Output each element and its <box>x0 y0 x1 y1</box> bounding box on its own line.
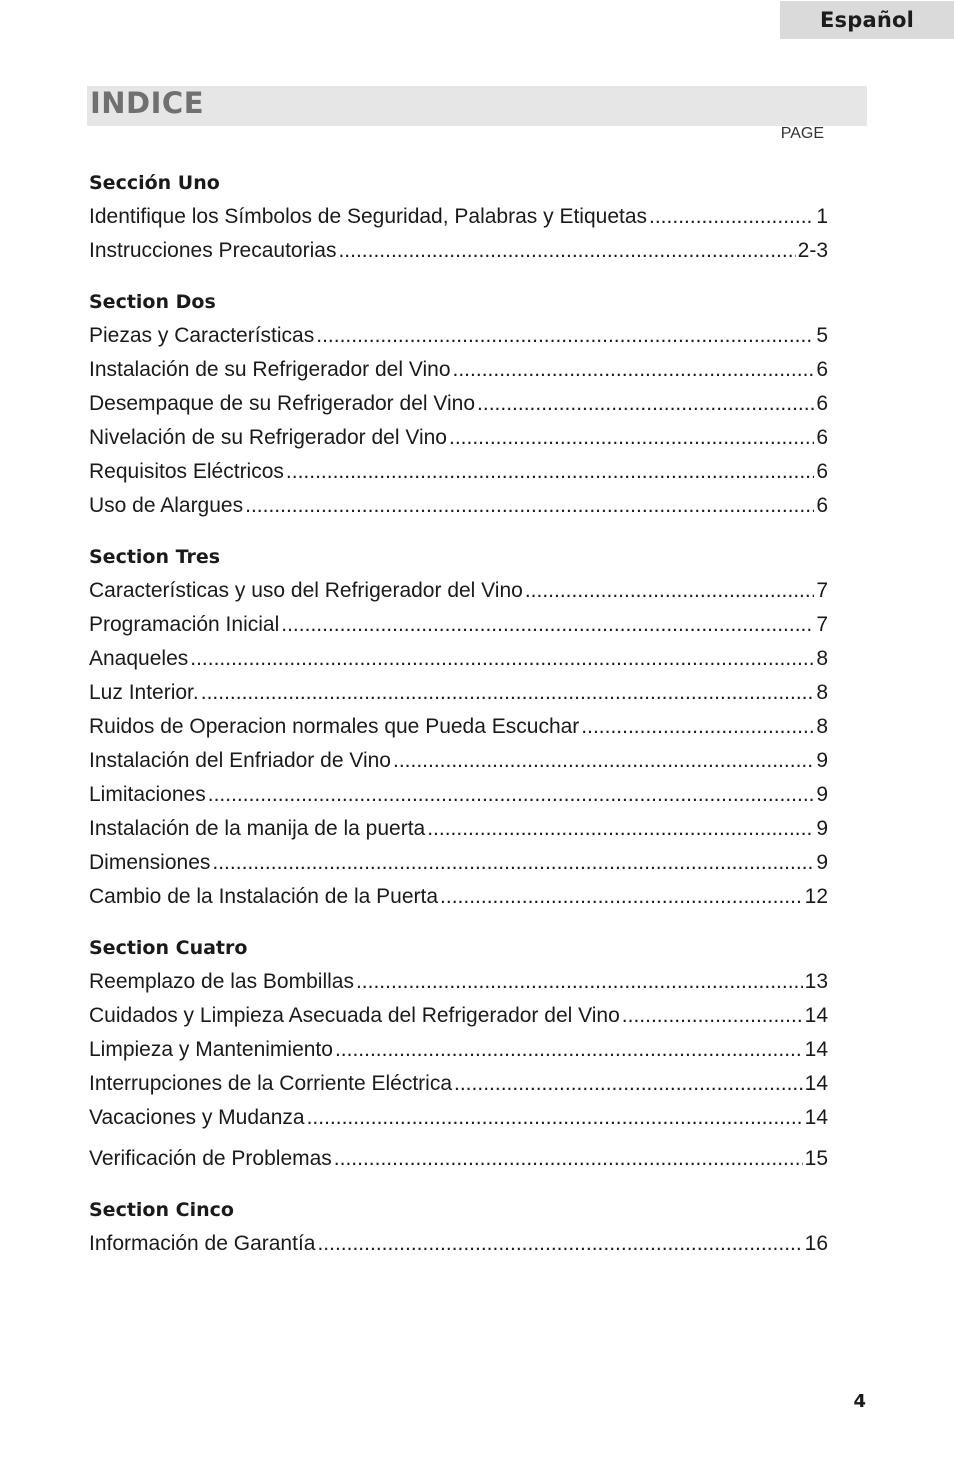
section-heading: Section Cuatro <box>89 937 248 959</box>
toc-entry-label: Luz Interior. <box>89 681 199 704</box>
toc-entry-page: 8 <box>816 715 828 738</box>
toc-entry[interactable] <box>89 234 828 268</box>
toc-entry-label: Instrucciones Precautorias <box>89 239 337 262</box>
dot-leader <box>440 880 803 914</box>
toc-entry-page: 5 <box>816 324 828 347</box>
toc-entry-label: Limpieza y Mantenimiento <box>89 1038 333 1061</box>
toc-entry-label: Instalación del Enfriador de Vino <box>89 749 391 772</box>
toc-entry-page: 1 <box>816 205 828 228</box>
toc-entry[interactable] <box>89 880 828 914</box>
toc-entry-label: Desempaque de su Refrigerador del Vino <box>89 392 476 415</box>
toc-entry-page: 14 <box>804 1004 828 1027</box>
title-bar <box>87 86 867 126</box>
section-heading: Section Dos <box>89 291 216 313</box>
toc-entry-page: 15 <box>804 1147 828 1170</box>
toc-entry-page: 14 <box>804 1106 828 1129</box>
toc-entry-label: Verificación de Problemas <box>89 1147 332 1170</box>
dot-leader <box>281 608 814 642</box>
dot-leader <box>316 319 814 353</box>
toc-entry-label: Instalación de su Refrigerador del Vino <box>89 358 451 381</box>
toc-entry-page: 7 <box>816 613 828 636</box>
toc-entry-label: Requisitos Eléctricos <box>89 460 284 483</box>
toc-entry-page: 6 <box>816 358 828 381</box>
dot-leader <box>208 778 815 812</box>
toc-entry-label: Interrupciones de la Corriente Eléctrica <box>89 1072 453 1095</box>
toc-entry-page: 6 <box>816 426 828 449</box>
dot-leader <box>338 234 795 268</box>
toc-entry-label: Identifique los Símbolos de Seguridad, Palabras y Etiquetas <box>89 205 648 228</box>
dot-leader <box>427 812 814 846</box>
toc-entry-label: Vacaciones y Mudanza <box>89 1106 305 1129</box>
toc-entry-label: Cambio de la Instalación de la Puerta <box>89 885 439 908</box>
dot-leader <box>212 846 814 880</box>
toc-entry-page: 2-3 <box>797 239 828 262</box>
toc-section-tres <box>89 540 828 914</box>
toc-section-uno <box>89 166 828 268</box>
toc-entry-page: 6 <box>816 494 828 517</box>
dot-leader <box>453 353 815 387</box>
toc-entry-label: Programación Inicial <box>89 613 280 636</box>
dot-leader <box>286 455 814 489</box>
toc-entry-page: 6 <box>816 392 828 415</box>
toc-entry[interactable] <box>89 999 828 1033</box>
toc-entry-page: 8 <box>816 681 828 704</box>
toc-entry-label: Características y uso del Refrigerador del Vino <box>89 579 523 602</box>
toc-entry-page: 7 <box>816 579 828 602</box>
section-heading: Section Tres <box>89 546 221 568</box>
toc-entry[interactable] <box>89 489 828 523</box>
toc-entry-label: Cuidados y Limpieza Asecuada del Refrigerador del Vino <box>89 1004 620 1027</box>
table-of-contents <box>89 166 828 1261</box>
toc-entry-page: 16 <box>804 1232 828 1255</box>
dot-leader <box>525 574 814 608</box>
toc-entry[interactable] <box>89 744 828 778</box>
toc-entry-page: 9 <box>816 783 828 806</box>
toc-entry[interactable] <box>89 1142 828 1176</box>
section-heading: Section Cinco <box>89 1199 234 1221</box>
language-tab: Español <box>780 1 954 39</box>
toc-entry[interactable] <box>89 421 828 455</box>
toc-entry[interactable] <box>89 846 828 880</box>
toc-entry-page: 12 <box>804 885 828 908</box>
toc-entry-page: 6 <box>816 460 828 483</box>
toc-entry[interactable] <box>89 1067 828 1101</box>
toc-entry[interactable] <box>89 778 828 812</box>
toc-entry[interactable] <box>89 1101 828 1135</box>
toc-entry[interactable] <box>89 319 828 353</box>
toc-entry[interactable] <box>89 710 828 744</box>
dot-leader <box>454 1067 803 1101</box>
toc-entry[interactable] <box>89 676 828 710</box>
toc-section-dos <box>89 285 828 523</box>
toc-entry-page: 8 <box>816 647 828 670</box>
dot-leader <box>622 999 803 1033</box>
toc-entry-label: Uso de Alargues <box>89 494 244 517</box>
toc-entry[interactable] <box>89 965 828 999</box>
dot-leader <box>393 744 814 778</box>
dot-leader <box>201 676 815 710</box>
dot-leader <box>307 1101 803 1135</box>
toc-entry-page: 14 <box>804 1038 828 1061</box>
toc-entry[interactable] <box>89 812 828 846</box>
toc-entry-label: Instalación de la manija de la puerta <box>89 817 426 840</box>
toc-entry-label: Ruidos de Operacion normales que Pueda Escuchar <box>89 715 580 738</box>
toc-entry-label: Anaqueles <box>89 647 189 670</box>
toc-entry-label: Piezas y Características <box>89 324 315 347</box>
toc-entry-label: Dimensiones <box>89 851 211 874</box>
dot-leader <box>245 489 814 523</box>
toc-entry[interactable] <box>89 1033 828 1067</box>
dot-leader <box>317 1227 802 1261</box>
page-column-label: PAGE <box>780 125 824 142</box>
dot-leader <box>334 1142 803 1176</box>
toc-entry-page: 13 <box>804 970 828 993</box>
toc-section-cuatro <box>89 931 828 1176</box>
toc-entry[interactable] <box>89 574 828 608</box>
toc-entry[interactable] <box>89 608 828 642</box>
dot-leader <box>477 387 814 421</box>
toc-entry-label: Limitaciones <box>89 783 206 806</box>
toc-entry[interactable] <box>89 200 828 234</box>
dot-leader <box>649 200 814 234</box>
toc-entry[interactable] <box>89 353 828 387</box>
dot-leader <box>449 421 814 455</box>
dot-leader <box>190 642 814 676</box>
page-title: INDICE <box>90 86 205 120</box>
toc-entry-page: 14 <box>804 1072 828 1095</box>
toc-entry-label: Nivelación de su Refrigerador del Vino <box>89 426 447 449</box>
dot-leader <box>581 710 814 744</box>
toc-entry-label: Información de Garantía <box>89 1232 316 1255</box>
toc-section-cinco <box>89 1193 828 1261</box>
toc-entry[interactable] <box>89 1227 828 1261</box>
toc-entry-page: 9 <box>816 749 828 772</box>
page-number: 4 <box>853 1391 866 1412</box>
toc-entry-page: 9 <box>816 851 828 874</box>
toc-entry-label: Reemplazo de las Bombillas <box>89 970 354 993</box>
section-heading: Sección Uno <box>89 172 220 194</box>
toc-entry[interactable] <box>89 387 828 421</box>
dot-leader <box>335 1033 803 1067</box>
dot-leader <box>356 965 803 999</box>
toc-entry[interactable] <box>89 642 828 676</box>
toc-entry-page: 9 <box>816 817 828 840</box>
toc-entry[interactable] <box>89 455 828 489</box>
